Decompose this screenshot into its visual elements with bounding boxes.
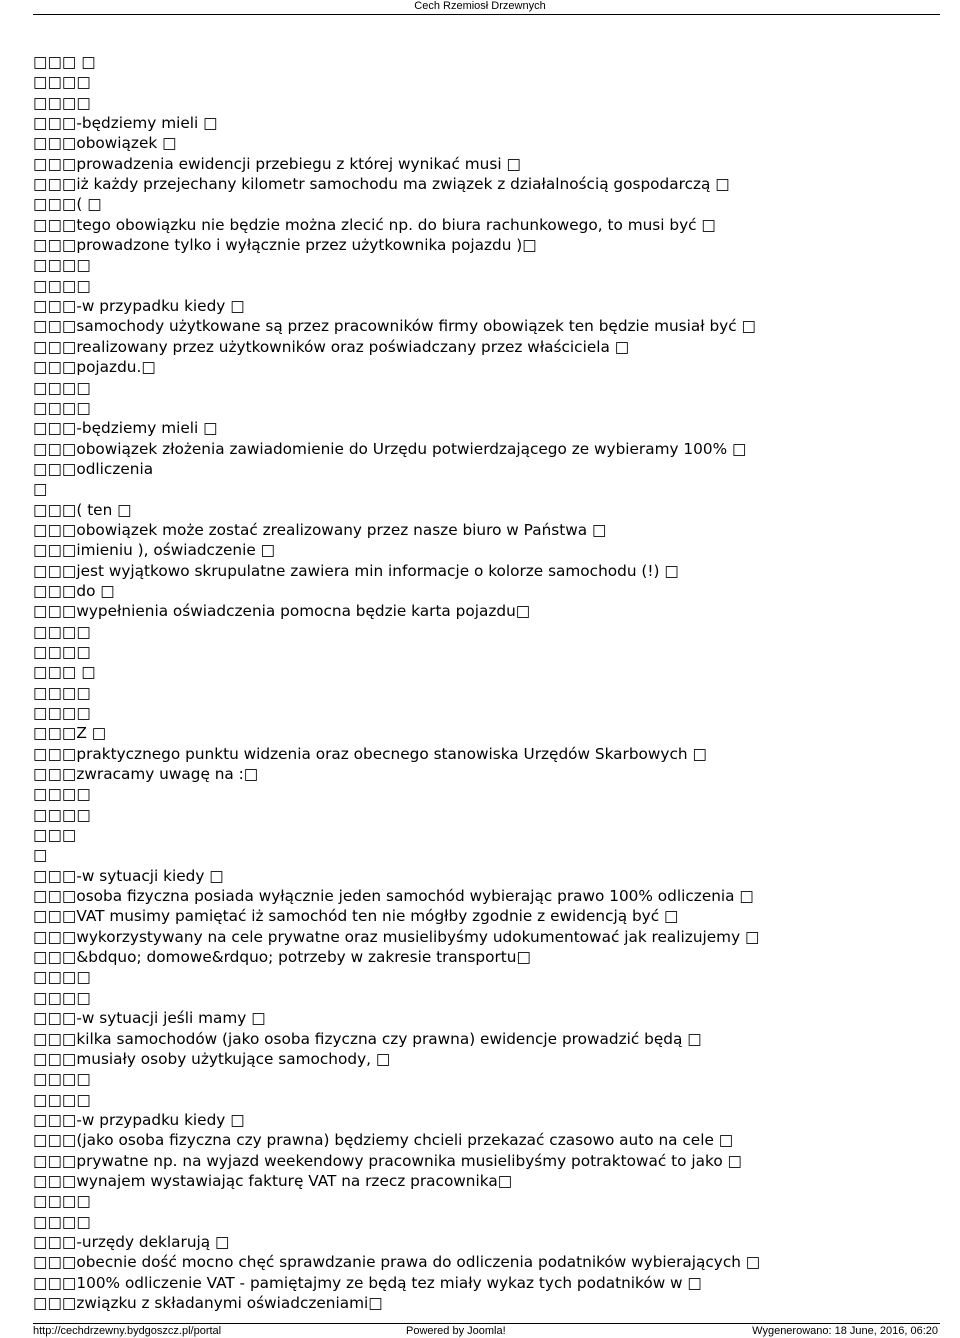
document-line: □□□□ bbox=[33, 73, 91, 92]
document-line: □□□-w sytuacji jeśli mamy □ bbox=[33, 1009, 266, 1028]
document-line: □□□□ bbox=[33, 622, 91, 641]
document-line: □□□do □ bbox=[33, 581, 115, 600]
document-line: □□□□ bbox=[33, 642, 91, 661]
document-line: □□□□ bbox=[33, 988, 91, 1007]
document-line: □□□osoba fizyczna posiada wyłącznie jeden samochód wybierając prawo 100% odliczenia □ bbox=[33, 887, 754, 906]
document-line: □□□wypełnienia oświadczenia pomocna będzie karta pojazdu□ bbox=[33, 602, 531, 621]
document-line: □□□ bbox=[33, 826, 77, 845]
document-line: □□□tego obowiązku nie będzie można zlecić np. do biura rachunkowego, to musi być □ bbox=[33, 215, 716, 234]
document-line: □□□praktycznego punktu widzenia oraz obecnego stanowiska Urzędów Skarbowych □ bbox=[33, 744, 707, 763]
document-line: □□□□ bbox=[33, 398, 91, 417]
document-line: □□□zwracamy uwagę na :□ bbox=[33, 765, 259, 784]
page-header-title: Cech Rzemiosł Drzewnych bbox=[414, 0, 546, 12]
document-line: □□□□ bbox=[33, 93, 91, 112]
document-line: □□□-urzędy deklarują □ bbox=[33, 1232, 230, 1251]
document-line: □□□związku z składanymi oświadczeniami□ bbox=[33, 1293, 383, 1312]
document-line: □□□pojazdu.□ bbox=[33, 358, 156, 377]
document-body bbox=[33, 52, 943, 1313]
document-line: □□□ □ bbox=[33, 53, 96, 71]
document-line: □□□-będziemy mieli □ bbox=[33, 419, 218, 438]
footer-generated-date: Wygenerowano: 18 June, 2016, 06:20 bbox=[752, 1325, 938, 1337]
document-line: □□□obowiązek może zostać zrealizowany przez nasze biuro w Państwa □ bbox=[33, 520, 607, 539]
document-line: □□□□ bbox=[33, 1070, 91, 1089]
document-line: □□□odliczenia bbox=[33, 459, 154, 478]
document-line: □ bbox=[33, 480, 48, 499]
document-line: □□□□ bbox=[33, 805, 91, 824]
document-line: □□□-w sytuacji kiedy □ bbox=[33, 866, 224, 885]
document-line: □□□ □ bbox=[33, 663, 96, 682]
document-line: □□□imieniu ), oświadczenie □ bbox=[33, 541, 276, 560]
document-line: □□□□ bbox=[33, 1090, 91, 1109]
document-line: □□□100% odliczenie VAT - pamiętajmy ze będą tez miały wykaz tych podatników w □ bbox=[33, 1273, 702, 1292]
document-line: □□□( ten □ bbox=[33, 500, 132, 519]
document-line: □□□samochody użytkowane są przez pracowników firmy obowiązek ten będzie musiał być □ bbox=[33, 317, 756, 336]
document-line: □□□kilka samochodów (jako osoba fizyczna czy prawna) ewidencje prowadzić będą □ bbox=[33, 1029, 702, 1048]
document-line: □□□obecnie dość mocno chęć sprawdzanie prawa do odliczenia podatników wybierających □ bbox=[33, 1253, 761, 1272]
document-line: □□□□ bbox=[33, 704, 91, 722]
document-line: □□□□ bbox=[33, 378, 91, 397]
footer-powered-by: Powered by Joomla! bbox=[406, 1325, 506, 1337]
document-line: □□□obowiązek złożenia zawiadomienie do Urzędu potwierdzającego ze wybieramy 100% □ bbox=[33, 439, 747, 458]
document-line: □□□□ bbox=[33, 1192, 91, 1211]
document-line: □□□prowadzenia ewidencji przebiegu z której wynikać musi □ bbox=[33, 154, 521, 173]
document-line: □□□iż każdy przejechany kilometr samochodu ma związek z działalnością gospodarczą □ bbox=[33, 175, 730, 194]
document-line: □□□□ bbox=[33, 683, 91, 702]
footer-url-link[interactable]: http://cechdrzewny.bydgoszcz.pl/portal bbox=[33, 1325, 222, 1337]
document-line: □□□(jako osoba fizyczna czy prawna) będziemy chcieli przekazać czasowo auto na cele □ bbox=[33, 1131, 734, 1150]
document-line: □□□( □ bbox=[33, 195, 102, 214]
document-line: □□□wykorzystywany na cele prywatne oraz musielibyśmy udokumentować jak realizujemy □ bbox=[33, 927, 760, 946]
document-line: □□□-w przypadku kiedy □ bbox=[33, 297, 245, 316]
document-line: □□□wynajem wystawiając fakturę VAT na rzecz pracownika□ bbox=[33, 1171, 513, 1190]
document-line: □ bbox=[33, 846, 48, 865]
document-line: □□□prowadzone tylko i wyłącznie przez użytkownika pojazdu )□ bbox=[33, 236, 537, 255]
document-line: □□□prywatne np. na wyjazd weekendowy pracownika musielibyśmy potraktować to jako □ bbox=[33, 1151, 742, 1170]
header-divider bbox=[33, 14, 940, 15]
document-line: □□□obowiązek □ bbox=[33, 134, 177, 153]
document-line: □□□jest wyjątkowo skrupulatne zawiera min informacje o kolorze samochodu (!) □ bbox=[33, 561, 679, 580]
document-line: □□□□ bbox=[33, 1212, 91, 1231]
document-line: □□□Z □ bbox=[33, 724, 107, 743]
document-line: □□□□ bbox=[33, 256, 91, 275]
document-line: □□□□ bbox=[33, 785, 91, 804]
footer-divider bbox=[33, 1323, 940, 1324]
document-line: □□□-w przypadku kiedy □ bbox=[33, 1110, 245, 1129]
document-line: □□□VAT musimy pamiętać iż samochód ten nie mógłby zgodnie z ewidencją być □ bbox=[33, 907, 679, 926]
document-line: □□□□ bbox=[33, 968, 91, 987]
document-line: □□□realizowany przez użytkowników oraz poświadczany przez właściciela □ bbox=[33, 337, 630, 356]
document-line: □□□musiały osoby użytkujące samochody, □ bbox=[33, 1049, 391, 1068]
document-line: □□□-będziemy mieli □ bbox=[33, 114, 218, 133]
document-line: □□□□ bbox=[33, 276, 91, 295]
page-footer bbox=[0, 1325, 960, 1337]
document-line: □□□&bdquo; domowe&rdquo; potrzeby w zakresie transportu□ bbox=[33, 948, 531, 967]
